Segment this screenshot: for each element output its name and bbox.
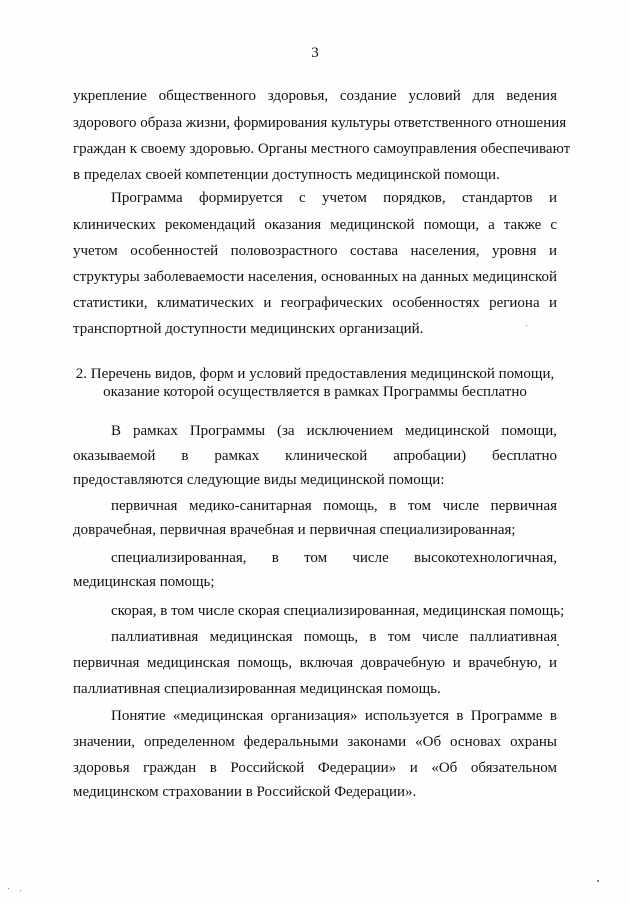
- text-line: скорая, в том числе скорая специализированная, медицинская помощь;: [111, 603, 565, 619]
- text-line: специализированная, в том числе высокотехнологичная,: [111, 550, 557, 566]
- scan-speck: [557, 644, 559, 646]
- text-line: медицинском страховании в Российской Федерации».: [73, 784, 417, 800]
- heading-line: 2. Перечень видов, форм и условий предоставления медицинской помощи,: [75, 366, 555, 382]
- text-line: статистики, климатических и географических особенностях региона и: [73, 295, 557, 311]
- text-line: оказываемой в рамках клинической апробации) бесплатно: [73, 448, 557, 464]
- text-line: структуры заболеваемости населения, основанных на данных медицинской: [73, 269, 557, 285]
- heading-line: оказание которой осуществляется в рамках Программы бесплатно: [103, 384, 527, 400]
- text-line: Программа формируется с учетом порядков, стандартов и: [111, 190, 557, 206]
- scan-speck: [8, 888, 9, 889]
- text-line: укрепление общественного здоровья, создание условий для ведения: [73, 88, 557, 104]
- text-line: паллиативная медицинская помощь, в том числе паллиативная: [111, 629, 557, 645]
- text-line: первичная медицинская помощь, включая доврачебную и врачебную, и: [73, 655, 557, 671]
- text-line: доврачебная, первичная врачебная и первичная специализированная;: [73, 522, 516, 538]
- scan-speck: [597, 880, 599, 882]
- text-line: в пределах своей компетенции доступность медицинской помощи.: [73, 167, 500, 183]
- text-line: учетом особенностей половозрастного состава населения, уровня и: [73, 243, 557, 259]
- text-line: граждан к своему здоровью. Органы местного самоуправления обеспечивают: [73, 141, 571, 157]
- text-line: транспортной доступности медицинских организаций.: [73, 321, 424, 337]
- text-line: медицинская помощь;: [73, 574, 215, 590]
- text-line: здоровья граждан в Российской Федерации» и «Об обязательном: [73, 760, 557, 776]
- scan-speck: [20, 890, 21, 891]
- text-line: предоставляются следующие виды медицинской помощи:: [73, 472, 445, 488]
- scan-speck: [526, 325, 527, 326]
- text-line: значении, определенном федеральными законами «Об основах охраны: [73, 734, 557, 750]
- text-line: здорового образа жизни, формирования культуры ответственного отношения: [73, 115, 567, 131]
- text-line: первичная медико-санитарная помощь, в том числе первичная: [111, 498, 557, 514]
- page-number: 3: [311, 45, 319, 61]
- text-line: паллиативная специализированная медицинская помощь.: [73, 681, 441, 697]
- text-line: В рамках Программы (за исключением медицинской помощи,: [111, 423, 557, 439]
- text-line: клинических рекомендаций оказания медицинской помощи, а также с: [73, 217, 557, 233]
- text-line: Понятие «медицинская организация» используется в Программе в: [111, 708, 557, 724]
